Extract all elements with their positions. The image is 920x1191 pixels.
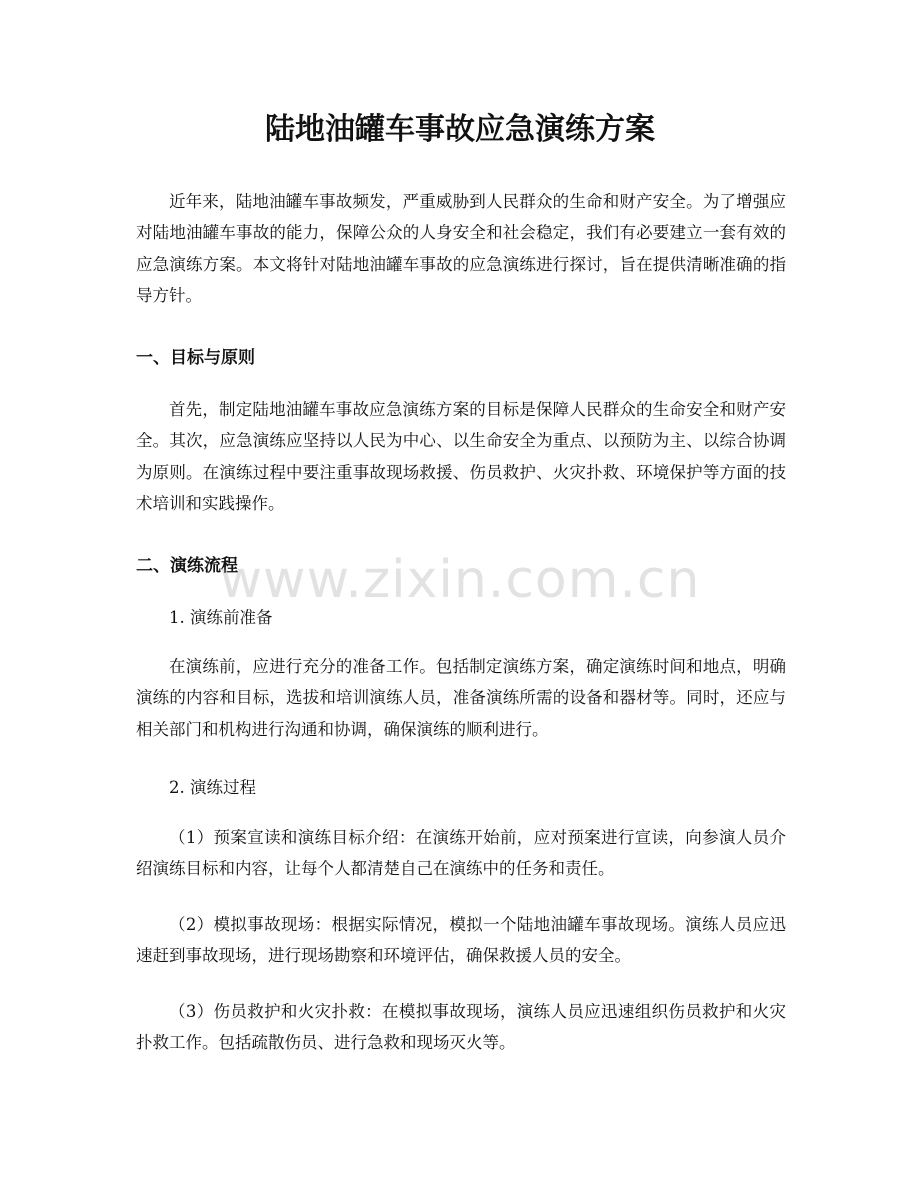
procedure-item-3: （3）伤员救护和火灾扑救：在模拟事故现场，演练人员应迅速组织伤员救护和火灾扑救工作。包括疏散伤员、进行急救和现场灭火等。 xyxy=(136,1002,786,1053)
intro-paragraph: 近年来，陆地油罐车事故频发，严重威胁到人民群众的生命和财产安全。为了增强应对陆地油罐车事故的能力，保障公众的人身安全和社会稳定，我们有必要建立一套有效的应急演练方案。本文将针对陆地油罐车事故的应急演练进行探讨，旨在提供清晰准确的指导方针。 xyxy=(136,192,786,305)
section-heading-process: 二、演练流程 xyxy=(136,556,238,576)
watermark: www.zixin.com.cn xyxy=(219,550,701,610)
subsection-heading-preparation: 1. 演练前准备 xyxy=(169,608,273,627)
goals-paragraph: 首先，制定陆地油罐车事故应急演练方案的目标是保障人民群众的生命安全和财产安全。其次，应急演练应坚持以人民为中心、以生命安全为重点、以预防为主、以综合协调为原则。在演练过程中要注重事故现场救援、伤员救护、火灾扑救、环境保护等方面的技术培训和实践操作。 xyxy=(136,400,786,513)
document-title: 陆地油罐车事故应急演练方案 xyxy=(265,112,655,147)
preparation-paragraph: 在演练前，应进行充分的准备工作。包括制定演练方案，确定演练时间和地点，明确演练的内容和目标，选拔和培训演练人员，准备演练所需的设备和器材等。同时，还应与相关部门和机构进行沟通和协调，确保演练的顺利进行。 xyxy=(136,657,786,739)
procedure-item-1: （1）预案宣读和演练目标介绍：在演练开始前，应对预案进行宣读，向参演人员介绍演练目标和内容，让每个人都清楚自己在演练中的任务和责任。 xyxy=(136,828,786,879)
subsection-heading-procedure: 2. 演练过程 xyxy=(169,778,256,797)
section-heading-goals: 一、目标与原则 xyxy=(136,348,255,368)
procedure-item-2: （2）模拟事故现场：根据实际情况，模拟一个陆地油罐车事故现场。演练人员应迅速赶到事故现场，进行现场勘察和环境评估，确保救援人员的安全。 xyxy=(136,915,786,966)
